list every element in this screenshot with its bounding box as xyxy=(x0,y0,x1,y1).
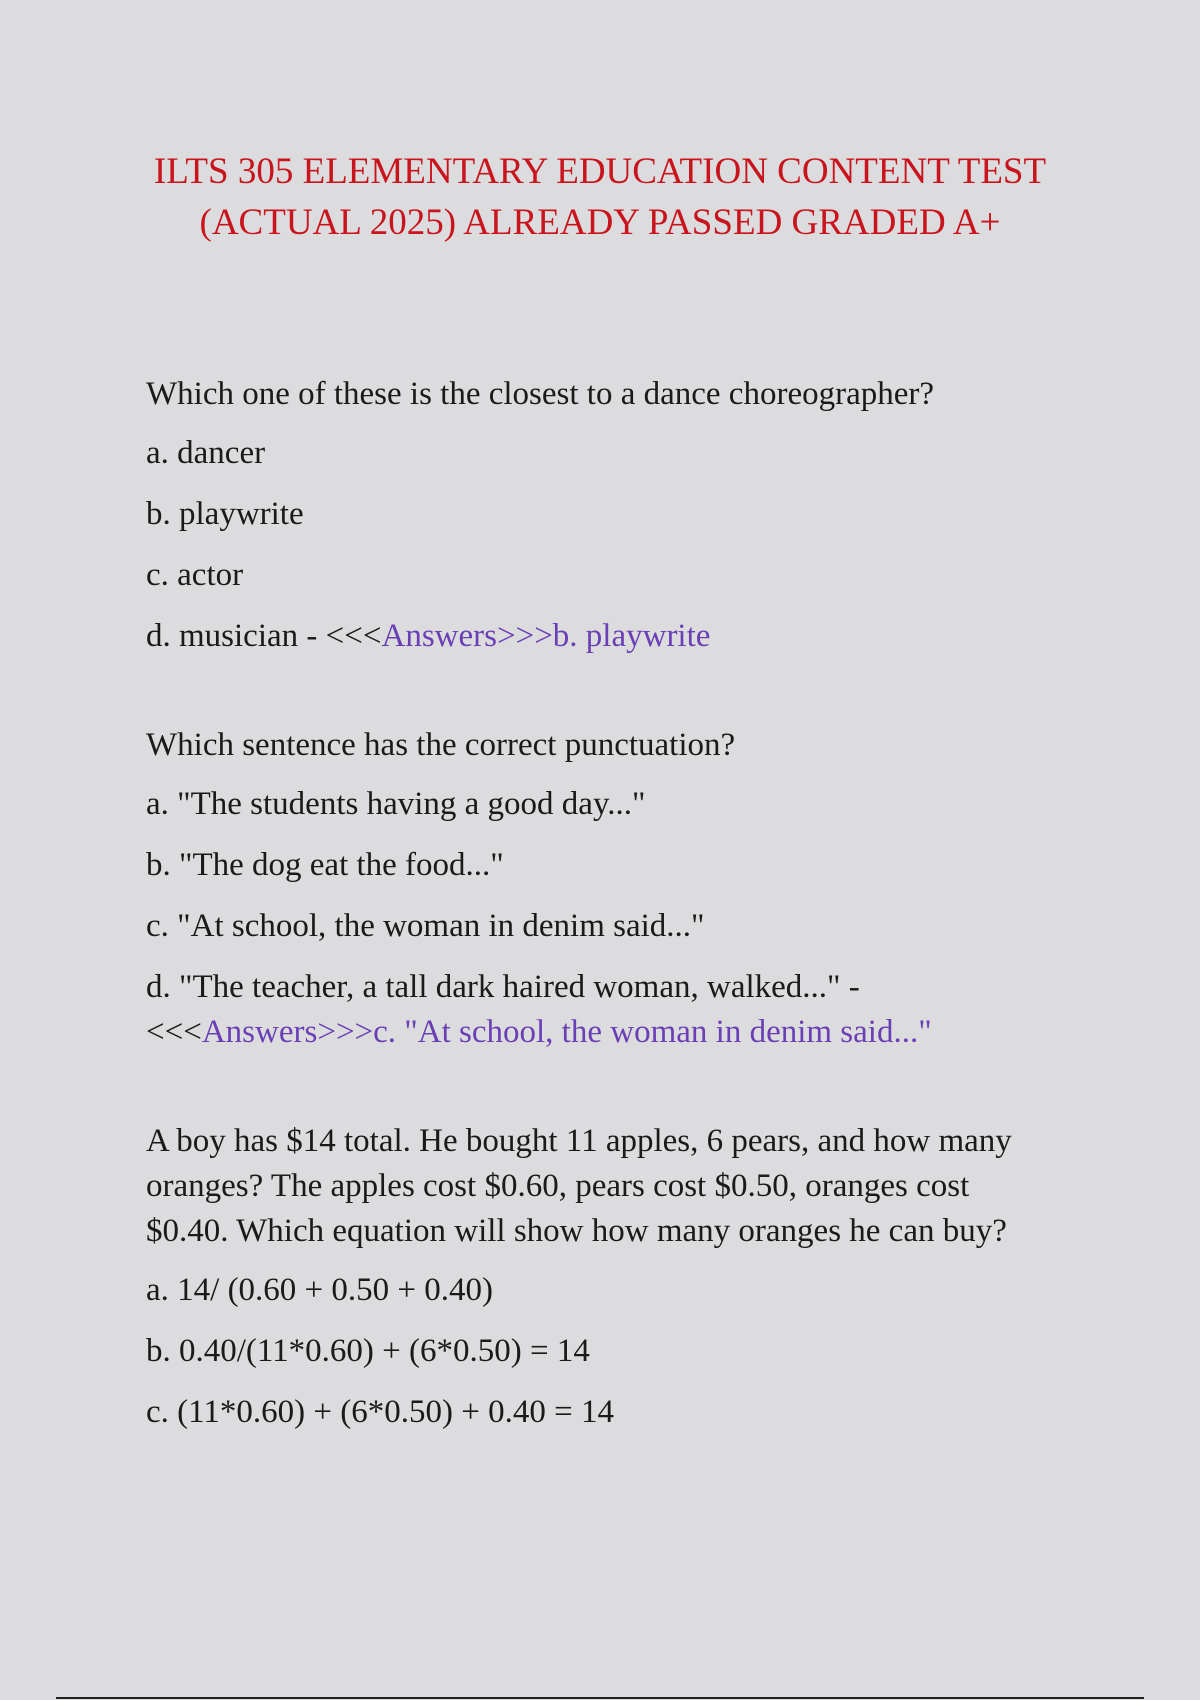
answer-prefix: <<< xyxy=(146,1014,202,1050)
answer-option-a: a. dancer xyxy=(146,435,266,471)
question-text: Which one of these is the closest to a dance choreographer? xyxy=(146,376,935,412)
question-text: Which sentence has the correct punctuation? xyxy=(146,727,736,763)
answer-option-b: b. playwrite xyxy=(146,496,304,532)
answer-option-a: a. "The students having a good day..." xyxy=(146,786,646,822)
answer-option-b: b. "The dog eat the food..." xyxy=(146,847,504,883)
answer-option-c: c. "At school, the woman in denim said..." xyxy=(146,908,705,944)
page-divider xyxy=(56,1697,1144,1699)
option-text: d. "The teacher, a tall dark haired woman, walked..." - xyxy=(146,969,860,1005)
option-text: d. musician - xyxy=(146,618,326,654)
answer-option-c: c. (11*0.60) + (6*0.50) + 0.40 = 14 xyxy=(146,1394,614,1430)
answer-option-d xyxy=(146,614,1046,659)
question-list xyxy=(146,372,1046,1499)
document-title: ILTS 305 ELEMENTARY EDUCATION CONTENT TEST (ACTUAL 2025) ALREADY PASSED GRADED A+ xyxy=(153,151,1047,243)
correct-answer: Answers>>>c. "At school, the woman in denim said..." xyxy=(201,1014,932,1050)
answer-option-d xyxy=(146,965,1046,1055)
correct-answer: Answers>>>b. playwrite xyxy=(381,618,711,654)
question-block-3 xyxy=(146,1119,1046,1435)
answer-prefix: <<< xyxy=(325,618,382,654)
answer-option-b: b. 0.40/(11*0.60) + (6*0.50) = 14 xyxy=(146,1333,590,1369)
question-block-1 xyxy=(146,372,1046,659)
answer-option-a: a. 14/ (0.60 + 0.50 + 0.40) xyxy=(146,1272,494,1308)
question-block-2 xyxy=(146,723,1046,1055)
question-text: A boy has $14 total. He bought 11 apples, 6 pears, and how many oranges? The apples cost $0.60, pears cost $0.50, oranges cost $0.40. Which equation will show how many oranges he can buy? xyxy=(146,1123,1012,1249)
answer-option-c: c. actor xyxy=(146,557,244,593)
